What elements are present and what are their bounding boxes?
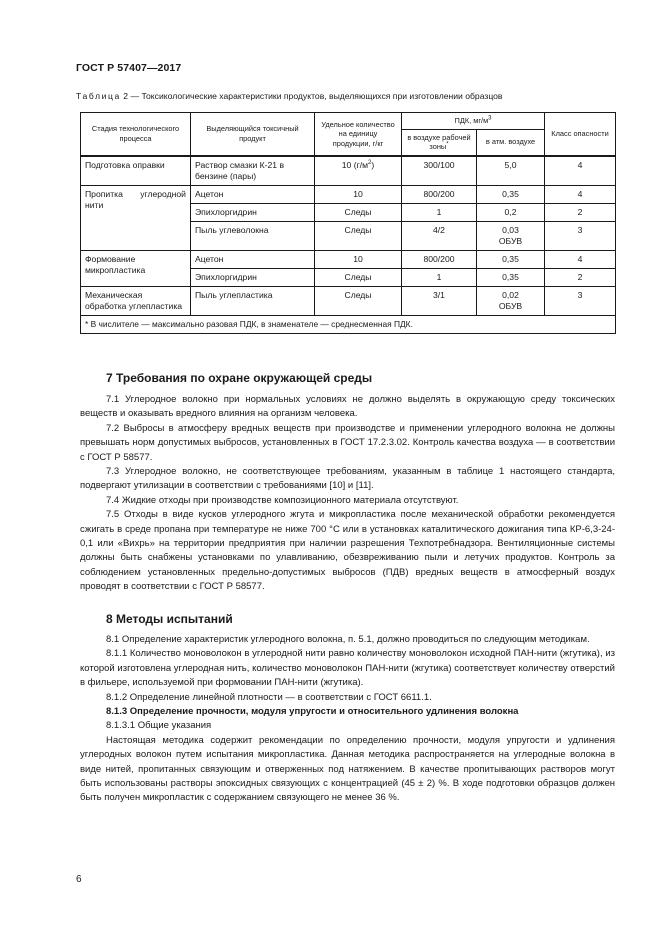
header-hazard-class: Класс опасности	[545, 113, 616, 156]
table-row	[81, 286, 616, 315]
table-footnote: * В числителе — максимально разовая ПДК, в знаменателе — среднесменная ПДК.	[81, 315, 616, 333]
atm-value: 0,03	[502, 224, 519, 235]
work-zone-cell: 3/1	[402, 286, 477, 315]
work-zone-cell: 1	[402, 203, 477, 221]
toxicology-table	[80, 112, 616, 334]
header-pdk-sup: 3	[488, 115, 492, 122]
amount-cell: Следы	[315, 203, 402, 221]
product-cell: Пыль углеволокна	[191, 221, 315, 250]
product-cell: Пыль углепластика	[191, 286, 315, 315]
section-8-body	[80, 633, 615, 806]
header-pdk	[402, 113, 545, 130]
header-specific-amount: Удельное количество на единицу продукции, г/кг	[315, 113, 402, 156]
atm-cell: 0,2	[477, 203, 545, 221]
atm-cell: 0,35	[477, 268, 545, 286]
hazard-cell: 2	[545, 203, 616, 221]
section-7-title: 7 Требования по охране окружающей среды	[106, 371, 373, 385]
hazard-cell: 4	[545, 185, 616, 203]
table-caption	[76, 91, 616, 101]
product-cell: Эпихлоргидрин	[191, 203, 315, 221]
paragraph-7-3: 7.3 Углеродное волокно, не соответствующее требованиям, указанным в таблице 1 настоящего стандарта, подвергают утилизации в соответствии с требованиями [10] и [11].	[80, 466, 615, 492]
amount-cell: Следы	[315, 268, 402, 286]
atm-note: ОБУВ	[498, 300, 523, 311]
atm-cell	[477, 221, 545, 250]
paragraph-7-4: 7.4 Жидкие отходы при производстве композиционного материала отсутствуют.	[106, 494, 459, 506]
stage-cell: Механическая обработка углепластика	[81, 286, 191, 315]
work-zone-cell: 300/100	[402, 156, 477, 186]
paragraph-8-1: 8.1 Определение характеристик углеродного волокна, п. 5.1, должно проводиться по следующим методикам.	[106, 634, 590, 645]
paragraph-7-5: 7.5 Отходы в виде кусков углеродного жгута и микропластика после механической обработки рекомендуется сжигать в среде пропана при температуре не ниже 700 °С или в установках каталитического дожигания типа КР-6,3-24-0,1 или «Вихрь» на территории предприятия при наличии разрешения Техпотребнадзора. Вентиляционные системы должны быть снабжены установками по улавливанию, обезвреживанию пыли и летучих продуктов. Контроль за соблюдением установленных предельно-допустимых выбросов (ПДВ) вредных веществ в атмосферный воздух проводят в соответствии с ГОСТ Р 58577.	[80, 509, 615, 593]
amount-cell: Следы	[315, 221, 402, 250]
header-work-zone-sup: *	[446, 141, 449, 148]
table-row	[81, 156, 616, 186]
paragraph-7-2: 7.2 Выбросы в атмосферу вредных веществ при производстве и применении углеродного волокна не должны превышать норм допустимых выбросов, установленных в ГОСТ 17.2.3.02. Контроль качества воздуха — в соответствии с ГОСТ Р 58577.	[80, 422, 615, 463]
atm-cell	[477, 286, 545, 315]
paragraph-8-1-2: 8.1.2 Определение линейной плотности — в соответствии с ГОСТ 6611.1.	[106, 691, 432, 703]
amount-tail: )	[371, 159, 375, 170]
amount-value: 10 (г/м	[341, 159, 369, 170]
hazard-cell: 4	[545, 156, 616, 186]
hazard-cell: 2	[545, 268, 616, 286]
header-stage: Стадия технологического процесса	[81, 113, 191, 156]
paragraph-8-1-3-1: 8.1.3.1 Общие указания	[106, 720, 212, 732]
product-cell: Эпихлоргидрин	[191, 268, 315, 286]
hazard-cell: 3	[545, 221, 616, 250]
amount-sup: 2	[368, 159, 372, 166]
header-atm-air: в атм. воздухе	[477, 129, 545, 156]
atm-cell: 0,35	[477, 185, 545, 203]
table-label: Таблица	[76, 91, 121, 101]
amount-cell	[315, 156, 402, 186]
table-title: 2 — Токсикологические характеристики продуктов, выделяющихся при изготовлении образцов	[123, 91, 503, 101]
atm-cell: 0,35	[477, 250, 545, 268]
section-8-title: 8 Методы испытаний	[106, 612, 233, 626]
paragraph-8-1-1: 8.1.1 Количество моноволокон в углеродной нити равно количеству моноволокон исходной ПАН-нити (жгутика), из которой изготовлена углеродная нить, количество моноволокон ПАН-нити (жгутика) соответствует количеству отверстий в фильере, используемой при формовании ПАН-нити (жгутика).	[80, 648, 615, 689]
stage-cell: Пропитка углеродной нити	[81, 185, 191, 250]
work-zone-cell: 1	[402, 268, 477, 286]
atm-cell: 5,0	[477, 156, 545, 186]
hazard-cell: 3	[545, 286, 616, 315]
product-cell: Ацетон	[191, 250, 315, 268]
amount-cell: 10	[315, 185, 402, 203]
work-zone-cell: 800/200	[402, 250, 477, 268]
atm-value: 0,02	[502, 289, 519, 300]
document-header: ГОСТ Р 57407—2017	[76, 62, 182, 74]
atm-note: ОБУВ	[498, 235, 523, 246]
paragraph-7-1: 7.1 Углеродное волокно при нормальных условиях не должно выделять в окружающую среду токсических веществ и оказывать вредного влияния на организм человека.	[80, 394, 615, 420]
header-work-zone	[402, 129, 477, 156]
paragraph-8-1-3: 8.1.3 Определение прочности, модуля упругости и относительного удлинения волокна	[106, 706, 519, 718]
header-substance: Выделяющийся токсичный продукт	[191, 113, 315, 156]
table-row	[81, 185, 616, 203]
hazard-cell: 4	[545, 250, 616, 268]
page-number: 6	[76, 874, 82, 885]
section-7-body	[80, 393, 615, 595]
product-cell: Ацетон	[191, 185, 315, 203]
work-zone-cell: 4/2	[402, 221, 477, 250]
table-footnote-row	[81, 315, 616, 333]
amount-cell: Следы	[315, 286, 402, 315]
stage-cell: Формование микропластика	[81, 250, 191, 286]
header-pdk-label: ПДК, мг/м	[454, 116, 489, 125]
product-cell: Раствор смазки К-21 в бензине (пары)	[191, 156, 315, 186]
amount-cell: 10	[315, 250, 402, 268]
work-zone-cell: 800/200	[402, 185, 477, 203]
table-row	[81, 250, 616, 268]
stage-cell: Подготовка оправки	[81, 156, 191, 186]
paragraph-8-method: Настоящая методика содержит рекомендации по определению прочности, модуля упругости и удлинения углеродных волокон путем испытания микропластика. Данная методика распространяется на углеродные волокна в виде нитей, пропитанных связующим и отверженных под натяжением. В качестве пропитывающих растворов могут быть использованы растворы эпоксидных связующих с концентрацией (45 ± 2) %. В ходе подготовки образцов должен быть получен микропластик с содержанием связующего не менее 36 %.	[80, 734, 615, 804]
header-work-zone-label: в воздухе рабочей зоны	[407, 132, 471, 152]
